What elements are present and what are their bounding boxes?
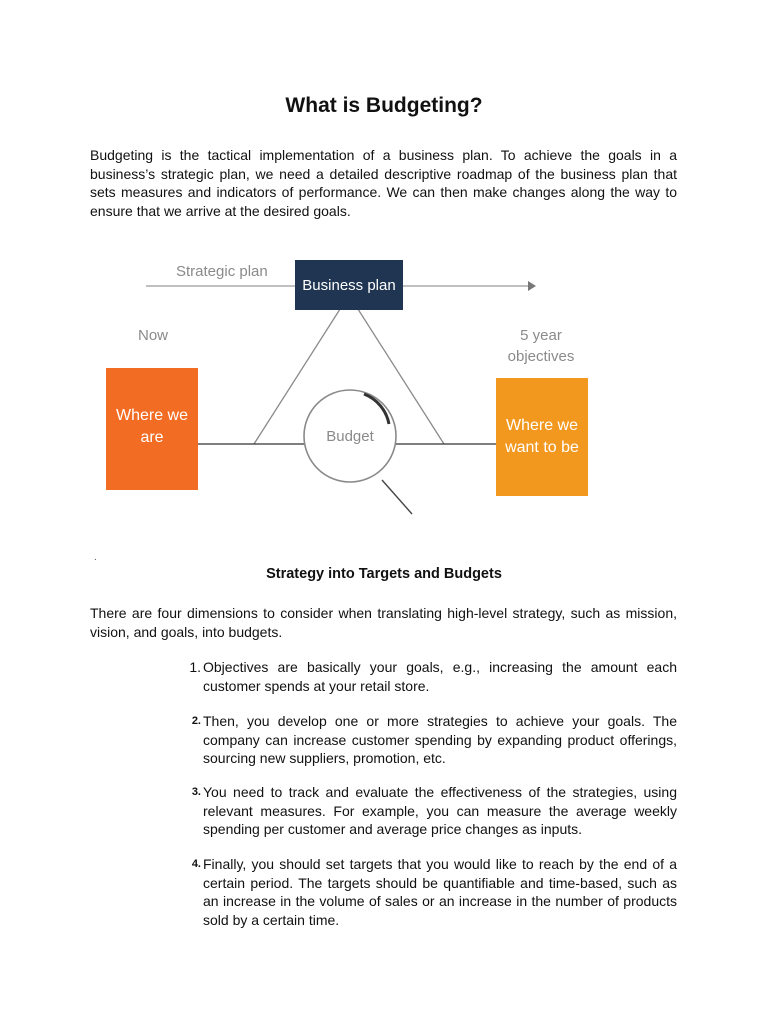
where-we-are-line2: are: [140, 429, 164, 446]
stray-mark: .: [94, 552, 97, 563]
where-we-want-line1: Where we: [505, 417, 579, 434]
list-number: 3.: [191, 786, 201, 798]
intro-paragraph: Budgeting is the tactical implementation of a business plan. To achieve the goals in a business’s strategic plan, we need a detailed descriptive roadmap of the business plan that sets measures and indicators of performance. We can then make changes along the way to ensure that we arrive at the desired goals.: [90, 147, 677, 219]
dimensions-paragraph: There are four dimensions to consider when translating high-level strategy, such as mission, vision, and goals, into budgets.: [90, 605, 677, 640]
where-we-want-line2: want to be: [505, 439, 579, 456]
page-title: What is Budgeting?: [285, 94, 483, 117]
list-text: You need to track and evaluate the effectiveness of the strategies, using relevant measures. For example, you can measure the average weekly spending per customer and average price changes as inputs.: [203, 784, 677, 837]
where-we-want-box: [496, 378, 588, 496]
list-number: 4.: [191, 858, 201, 870]
magnifier-handle-icon: [382, 480, 412, 514]
objectives-label-line1: 5 year: [520, 327, 562, 344]
now-label: Now: [138, 327, 169, 344]
budget-label: Budget: [326, 428, 374, 445]
strategic-plan-label: Strategic plan: [176, 263, 268, 280]
section-heading: Strategy into Targets and Budgets: [266, 566, 502, 582]
arrow-head-icon: [528, 281, 536, 291]
where-we-are-line1: Where we: [115, 407, 189, 424]
diagram-svg: [92, 236, 604, 522]
list-number: 2.: [191, 715, 201, 727]
list-number: 1.: [189, 659, 201, 675]
list-text: Objectives are basically your goals, e.g., increasing the amount each customer spends at your retail store.: [203, 659, 677, 694]
budgeting-diagram: [92, 236, 604, 522]
list-text: Then, you develop one or more strategies to achieve your goals. The company can increase customer spending by expanding product offerings, sourcing new suppliers, promotion, etc.: [203, 713, 677, 766]
list-text: Finally, you should set targets that you would like to reach by the end of a certain period. The targets should be quantifiable and time-based, such as an increase in the volume of sales or an increase in the number of products sold by a certain time.: [203, 856, 677, 928]
business-plan-label: Business plan: [302, 277, 396, 294]
objectives-label-line2: objectives: [507, 348, 575, 365]
